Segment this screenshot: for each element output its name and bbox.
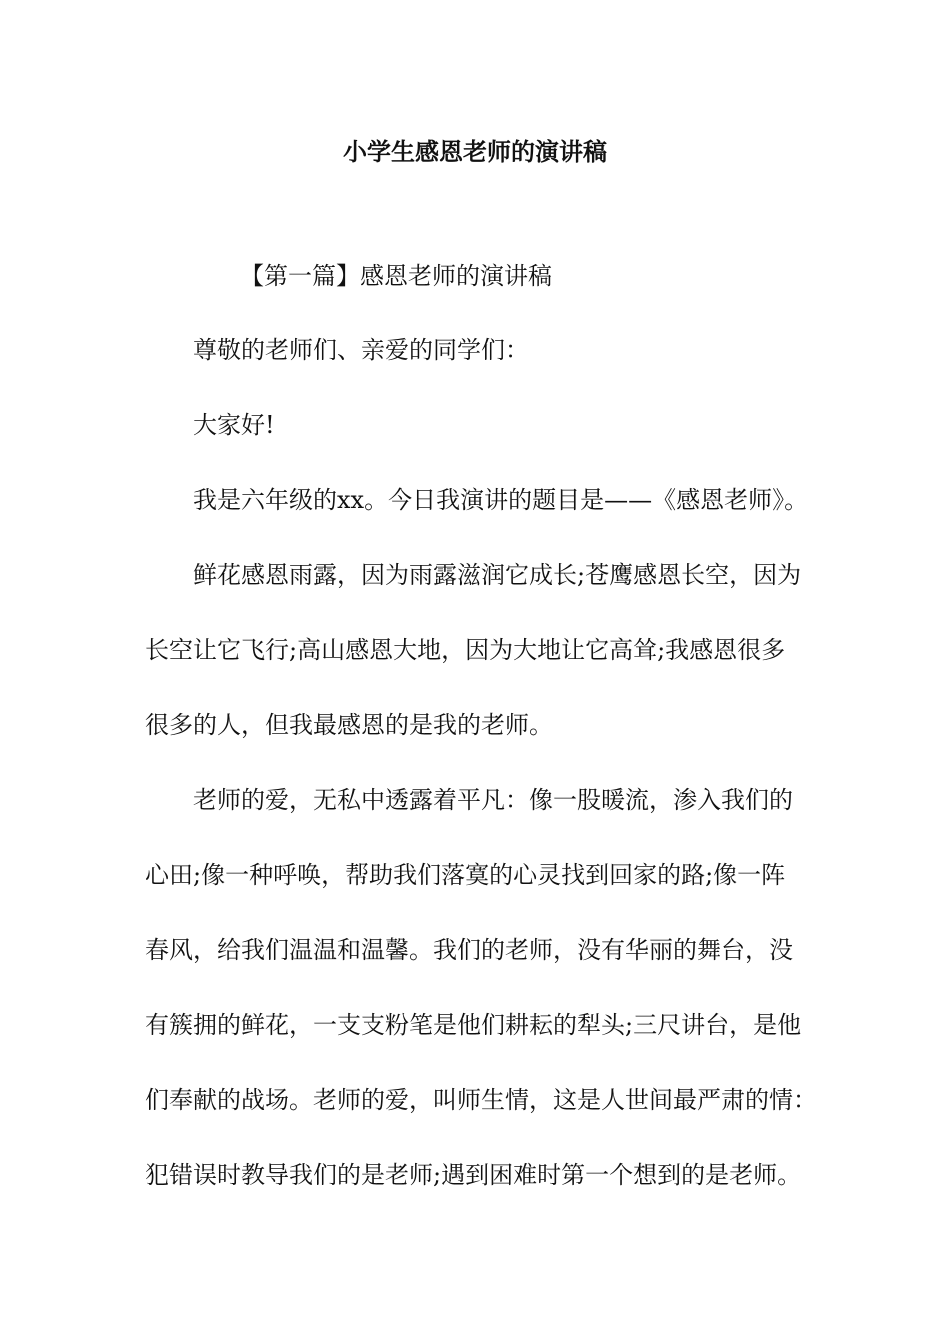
paragraph-line: 们奉献的战场。老师的爱，叫师生情，这是人世间最严肃的情： (145, 1086, 817, 1114)
paragraph-line: 我是六年级的xx。今日我演讲的题目是——《感恩老师》。 (193, 486, 809, 514)
paragraph-line: 有簇拥的鲜花，一支支粉笔是他们耕耘的犁头;三尺讲台，是他 (145, 1011, 802, 1039)
section-heading: 【第一篇】感恩老师的演讲稿 (240, 262, 552, 290)
paragraph-line: 很多的人，但我最感恩的是我的老师。 (145, 711, 553, 739)
paragraph-line: 老师的爱，无私中透露着平凡：像一股暖流，渗入我们的 (193, 786, 793, 814)
paragraph-line: 心田;像一种呼唤，帮助我们落寞的心灵找到回家的路;像一阵 (145, 861, 786, 889)
paragraph-line: 长空让它飞行;高山感恩大地，因为大地让它高耸;我感恩很多 (145, 636, 786, 664)
paragraph-line: 大家好! (193, 411, 275, 439)
paragraph-line: 鲜花感恩雨露，因为雨露滋润它成长;苍鹰感恩长空，因为 (193, 561, 802, 589)
paragraph-line: 尊敬的老师们、亲爱的同学们： (193, 336, 529, 364)
document-title: 小学生感恩老师的演讲稿 (343, 137, 607, 166)
paragraph-line: 春风，给我们温温和温馨。我们的老师，没有华丽的舞台，没 (145, 936, 793, 964)
paragraph-line: 犯错误时教导我们的是老师;遇到困难时第一个想到的是老师。 (145, 1161, 802, 1189)
